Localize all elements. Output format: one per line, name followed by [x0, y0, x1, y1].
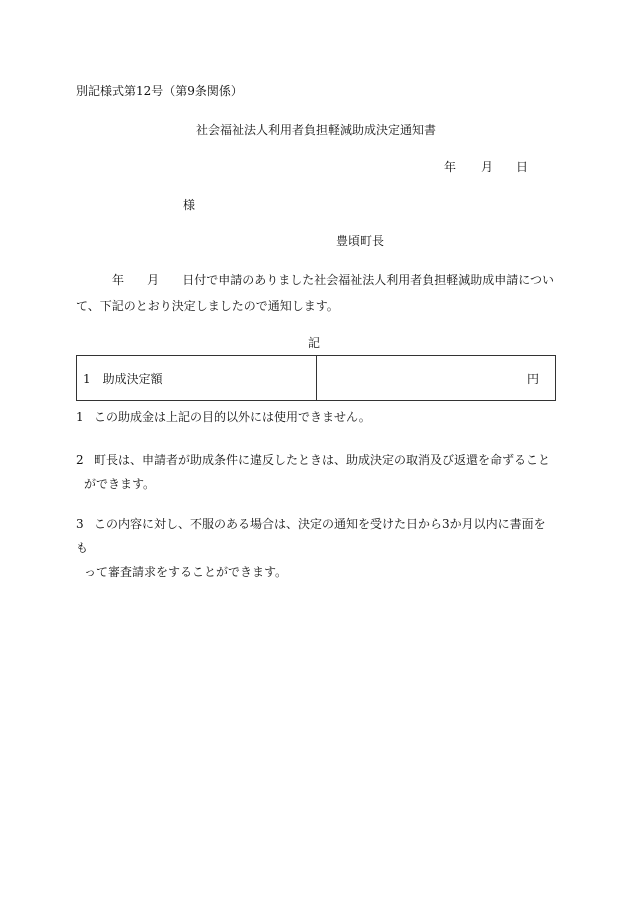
form-number: 別記様式第12号（第9条関係）	[76, 84, 243, 98]
note-text-continued: ができます。	[84, 477, 156, 491]
note-number: 1	[76, 410, 84, 424]
body-paragraph-line-1	[76, 272, 554, 288]
note-item	[76, 512, 554, 584]
note-item	[76, 448, 554, 496]
amount-value-cell	[317, 356, 555, 400]
amount-table	[76, 355, 556, 401]
note-number: 2	[76, 453, 84, 467]
body-month: 月	[147, 273, 160, 287]
note-text: この内容に対し、不服のある場合は、決定の通知を受けた日から3か月以内に書面をも	[76, 517, 546, 555]
body-paragraph-line-2: て、下記のとおり決定しましたので通知します。	[76, 299, 339, 313]
note-text: この助成金は上記の目的以外には使用できません。	[94, 410, 371, 424]
recipient-honorific: 様	[183, 198, 196, 212]
date-month: 月	[481, 160, 494, 174]
date-year: 年	[444, 160, 457, 174]
document-title: 社会福祉法人利用者負担軽減助成決定通知書	[196, 123, 437, 137]
amount-label-cell	[77, 356, 317, 400]
body-line1-text: 日付で申請のありました社会福祉法人利用者負担軽減助成申請につい	[182, 273, 554, 287]
body-year: 年	[112, 273, 125, 287]
amount-unit: 円	[526, 371, 539, 386]
date-day: 日	[516, 160, 529, 174]
note-text-continued: って審査請求をすることができます。	[84, 565, 288, 579]
note-number: 3	[76, 517, 84, 531]
note-item	[76, 405, 554, 429]
note-text: 町長は、申請者が助成条件に違反したときは、助成決定の取消及び返還を命ずること	[94, 453, 551, 467]
ki-heading: 記	[308, 336, 321, 350]
amount-label: 1 助成決定額	[83, 371, 163, 386]
issuer-name: 豊頃町長	[336, 234, 385, 248]
